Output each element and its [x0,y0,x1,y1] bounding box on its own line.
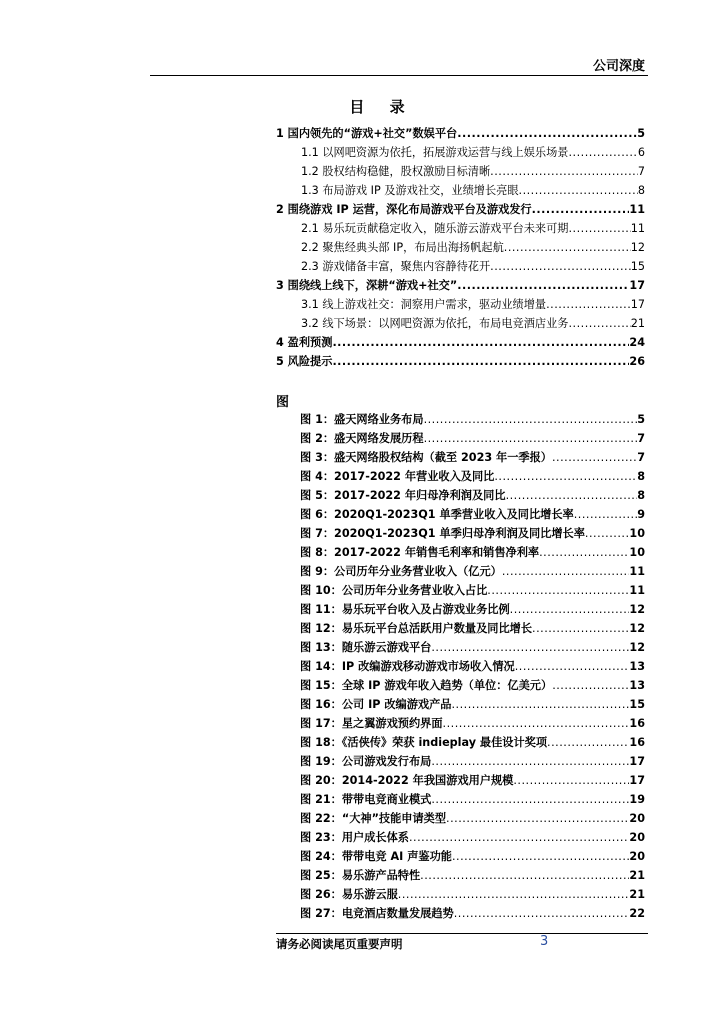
figure-entry-page: 8 [637,470,645,483]
figure-entry-page: 10 [629,527,645,540]
figure-entry-text: 图 4：2017-2022 年营业收入及同比 [300,470,495,483]
figure-entry-text: 图 13：随乐游云游戏平台 [300,641,432,654]
toc-entry-2[interactable] [276,200,645,219]
dot-leader [332,352,629,371]
figure-entry-text: 图 2：盛天网络发展历程 [300,432,424,445]
figure-entry-4[interactable] [300,467,645,486]
figure-entry-page: 20 [629,831,645,844]
figure-entry-22[interactable] [300,809,645,828]
figure-entry-text: 图 17：星之翼游戏预约界面 [300,717,443,730]
figure-entry-text: 图 26：易乐游云服 [300,888,398,901]
dot-leader [443,714,630,733]
dot-leader [457,276,629,295]
toc-entry-text: 2.2 聚焦经典头部 IP，布局出海扬帆起航 [301,241,504,254]
dot-leader [532,619,629,638]
toc-entry-text: 5 风险提示 [276,355,333,368]
figure-entry-27[interactable] [300,904,645,923]
figure-entry-10[interactable] [300,581,645,600]
toc-entry-page: 24 [629,336,645,349]
figure-entry-text: 图 1：盛天网络业务布局 [300,413,424,426]
figure-entry-2[interactable] [300,429,645,448]
toc-entry-text: 2 围绕游戏 IP 运营，深化布局游戏平台及游戏发行 [276,203,532,216]
figure-entry-text: 图 11：易乐玩平台收入及占游戏业务比例 [300,603,510,616]
figure-entry-12[interactable] [300,619,645,638]
toc-entry-1-2[interactable] [276,162,645,181]
figure-entry-text: 图 9：公司历年分业务营业收入（亿元） [300,565,502,578]
toc-entry-text: 2.3 游戏储备丰富，聚焦内容静待花开 [301,260,491,273]
figure-entry-page: 10 [629,546,645,559]
toc-title: 目 录 [349,98,415,116]
dot-leader [490,162,638,181]
figure-entry-page: 17 [629,774,645,787]
figure-entry-page: 16 [629,736,645,749]
dot-leader [552,676,629,695]
toc-entry-page: 15 [630,260,645,273]
figure-entry-18[interactable] [300,733,645,752]
dot-leader [431,790,629,809]
toc-entry-page: 8 [637,184,645,197]
figure-entry-15[interactable] [300,676,645,695]
figure-entry-text: 图 27：电竞酒店数量发展趋势 [300,907,454,920]
dot-leader [568,219,630,238]
figure-entry-page: 22 [629,907,645,920]
figure-entry-text: 图 12：易乐玩平台总活跃用户数量及同比增长 [300,622,533,635]
figure-entry-page: 12 [629,622,645,635]
toc-entry-2-1[interactable] [276,219,645,238]
figure-entry-13[interactable] [300,638,645,657]
figure-entry-text: 图 16：公司 IP 改编游戏产品 [300,698,452,711]
figure-entry-text: 图 5：2017-2022 年归母净利润及同比 [300,489,506,502]
toc-entry-text: 3.2 线下场景：以网吧资源为依托，布局电竞酒店业务 [301,317,569,330]
figure-entry-page: 5 [637,413,645,426]
figure-entry-page: 9 [637,508,645,521]
figure-entry-26[interactable] [300,885,645,904]
toc-entry-text: 1.3 布局游戏 IP 及游戏社交，业绩增长亮眼 [301,184,519,197]
figure-entry-page: 15 [629,698,645,711]
figure-entry-page: 21 [629,888,645,901]
toc-entry-5[interactable] [276,352,645,371]
dot-leader [502,562,630,581]
toc-entry-1-3[interactable] [276,181,645,200]
figure-entry-page: 16 [629,717,645,730]
figure-entry-8[interactable] [300,543,645,562]
dot-leader [398,885,630,904]
figure-entry-page: 11 [629,565,645,578]
figure-entry-page: 7 [637,432,645,445]
toc-entry-text: 3 围绕线上线下，深耕“游戏+社交” [276,279,458,292]
dot-leader [513,771,629,790]
dot-leader [452,695,630,714]
dot-leader [487,581,629,600]
toc-entry-page: 5 [637,127,645,140]
figure-entry-page: 8 [637,489,645,502]
figure-entry-page: 19 [629,793,645,806]
toc-entry-page: 12 [630,241,645,254]
dot-leader [424,429,638,448]
dot-leader [547,733,629,752]
page-number: 3 [540,934,549,949]
figure-entry-text: 图 25：易乐游产品特性 [300,869,421,882]
dot-leader [454,904,630,923]
toc-entry-text: 1.2 股权结构稳健，股权激励目标清晰 [301,165,491,178]
figure-entry-11[interactable] [300,600,645,619]
figure-entry-text: 图 22：“大神”技能申请类型 [300,812,447,825]
figure-entry-20[interactable] [300,771,645,790]
figure-entry-3[interactable] [300,448,645,467]
toc-entry-4[interactable] [276,333,645,352]
dot-leader [568,143,637,162]
dot-leader [532,200,630,219]
figure-entry-text: 图 6：2020Q1-2023Q1 单季营业收入及同比增长率 [300,508,574,521]
document-category-label: 公司深度 [592,59,645,74]
figure-entry-text: 图 21：带带电竞商业模式 [300,793,432,806]
figure-entry-7[interactable] [300,524,645,543]
toc-entry-2-2[interactable] [276,238,645,257]
toc-entry-page: 7 [637,165,645,178]
toc-entry-page: 11 [630,222,645,235]
figure-entry-1[interactable] [300,410,645,429]
figure-entry-text: 图 8：2017-2022 年销售毛利率和销售净利率 [300,546,540,559]
dot-leader [332,333,629,352]
dot-leader [504,238,631,257]
dot-leader [494,467,637,486]
figure-entry-text: 图 14：IP 改编游戏移动游戏市场收入情况 [300,660,515,673]
toc-entry-text: 3.1 线上游戏社交：洞察用户需求，驱动业绩增量 [301,298,547,311]
figure-entry-page: 20 [629,812,645,825]
figure-entry-24[interactable] [300,847,645,866]
toc-entry-text: 4 盈利预测 [276,336,333,349]
toc-entry-2-3[interactable] [276,257,645,276]
figure-entry-page: 17 [629,755,645,768]
figure-entry-text: 图 20：2014-2022 年我国游戏用户规模 [300,774,514,787]
figure-entry-text: 图 23：用户成长体系 [300,831,409,844]
figure-entry-text: 图 15：全球 IP 游戏年收入趋势（单位：亿美元） [300,679,553,692]
figure-entry-page: 11 [629,584,645,597]
figure-entry-25[interactable] [300,866,645,885]
figure-entry-14[interactable] [300,657,645,676]
figure-entry-text: 图 10：公司历年分业务营业收入占比 [300,584,488,597]
dot-leader [585,524,630,543]
footer-divider [276,933,648,934]
toc-entry-page: 11 [629,203,645,216]
dot-leader [431,752,629,771]
dot-leader [446,809,629,828]
figure-entry-page: 7 [637,451,645,464]
dot-leader [515,657,630,676]
figure-entry-text: 图 24：带带电竞 AI 声鉴功能 [300,850,452,863]
figure-entry-text: 图 19：公司游戏发行布局 [300,755,432,768]
disclaimer-note: 请务必阅读尾页重要声明 [276,937,403,951]
figure-entry-23[interactable] [300,828,645,847]
dot-leader [552,448,637,467]
figure-entry-9[interactable] [300,562,645,581]
toc-entry-text: 1 国内领先的“游戏+社交”数娱平台 [276,127,458,140]
figure-entry-text: 图 3：盛天网络股权结构（截至 2023 年一季报） [300,451,552,464]
toc-entry-3[interactable] [276,276,645,295]
dot-leader [409,828,629,847]
toc-entry-page: 6 [637,146,645,159]
figure-entry-page: 21 [629,869,645,882]
figures-heading: 图 [276,395,290,410]
figure-entry-page: 12 [629,641,645,654]
dot-leader [457,124,637,143]
figure-entry-page: 13 [629,679,645,692]
figure-entry-text: 图 7：2020Q1-2023Q1 单季归母净利润及同比增长率 [300,527,585,540]
figure-entry-21[interactable] [300,790,645,809]
dot-leader [546,295,631,314]
toc-entry-1-1[interactable] [276,143,645,162]
figure-entry-page: 13 [629,660,645,673]
list-of-figures [300,410,645,923]
toc-entry-text: 1.1 以网吧资源为依托，拓展游戏运营与线上娱乐场景 [301,146,569,159]
toc-entry-page: 17 [629,279,645,292]
toc-entry-3-2[interactable] [276,314,645,333]
figure-entry-16[interactable] [300,695,645,714]
figure-entry-17[interactable] [300,714,645,733]
dot-leader [490,257,631,276]
dot-leader [452,847,629,866]
toc-entry-page: 21 [630,317,645,330]
figure-entry-text: 图 18：《活侠传》荣获 indieplay 最佳设计奖项 [300,736,548,749]
dot-leader [506,486,638,505]
table-of-contents [276,124,645,371]
dot-leader [420,866,629,885]
toc-entry-1[interactable] [276,124,645,143]
dot-leader [539,543,629,562]
header-divider [150,75,648,76]
figure-entry-6[interactable] [300,505,645,524]
toc-entry-3-1[interactable] [276,295,645,314]
dot-leader [510,600,630,619]
dot-leader [574,505,637,524]
dot-leader [424,410,638,429]
figure-entry-page: 20 [629,850,645,863]
toc-entry-page: 17 [630,298,645,311]
figure-entry-page: 12 [629,603,645,616]
figure-entry-19[interactable] [300,752,645,771]
dot-leader [568,314,630,333]
toc-entry-text: 2.1 易乐玩贡献稳定收入，随乐游云游戏平台未来可期 [301,222,569,235]
figure-entry-5[interactable] [300,486,645,505]
dot-leader [519,181,638,200]
dot-leader [431,638,629,657]
toc-entry-page: 26 [629,355,645,368]
